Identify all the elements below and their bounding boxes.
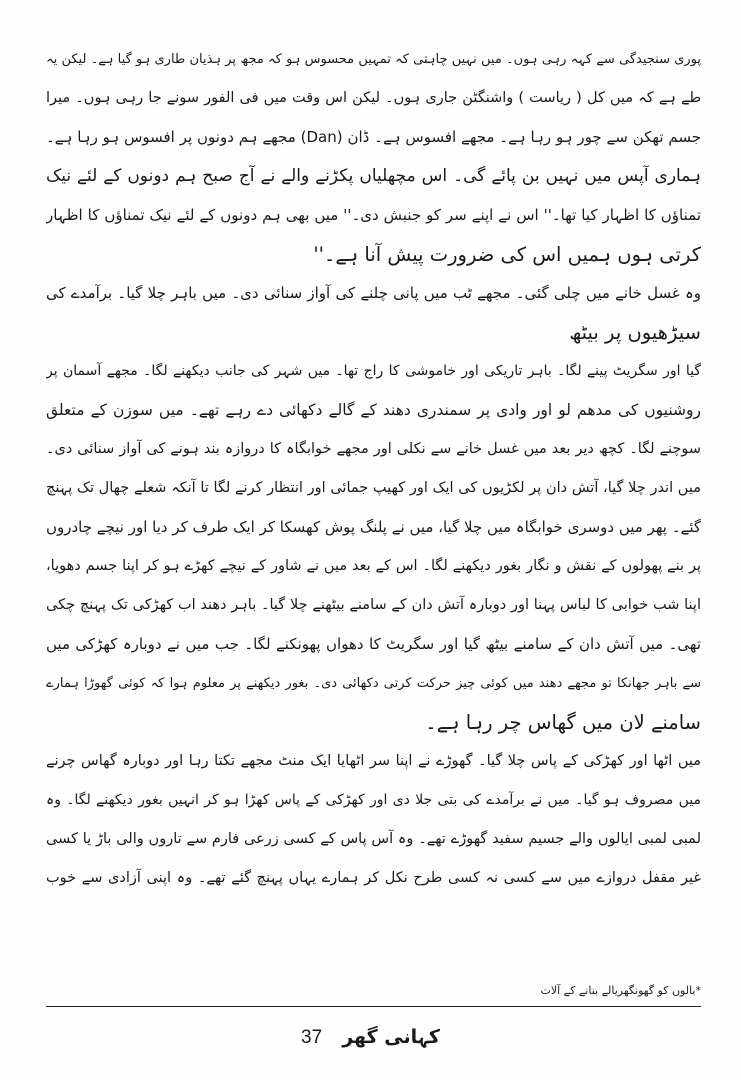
text-line: گئے۔ پھر میں دوسری خوابگاہ میں چلا گیا، میں نے پلنگ پوش کھسکا کر ایک طرف کر دیا اور نیچے چادروں [46,518,701,536]
footnote: *بالوں کو گھونگھریالے بنانے کے آلات [540,984,701,997]
text-line: تمناؤں کا اظہار کیا تھا۔'' اس نے اپنے سر کو جنبش دی۔'' میں بھی ہم دونوں کے لئے نیک تمناؤں کا اظہار [46,206,701,224]
text-line: وہ غسل خانے میں چلی گئی۔ مجھے ٹب میں پانی چلنے کی آواز سنائی دی۔ میں باہر چلا گیا۔ برآمدے کی [46,284,701,302]
page-footer [0,1022,741,1053]
magazine-name: کہانی گھر [342,1026,440,1048]
text-line: سیڑھیوں پر بیٹھ [569,321,701,344]
text-line: ہماری آپس میں نہیں بن پائے گی۔ اس مچھلیاں پکڑنے والے نے آج صبح ہم دونوں کے لئے نیک [46,166,701,186]
text-line: جسم تھکن سے چور ہو رہا ہے۔ مجھے افسوس ہے۔ ڈان (Dan) مجھے ہم دونوں پر افسوس ہو رہا ہے۔ [46,128,701,146]
text-line: تھی۔ میں آتش دان کے سامنے بیٹھ گیا اور سگریٹ کا دھواں پھونکنے لگا۔ جب میں نے دوبارہ کھڑکی میں [46,635,701,653]
text-line: سوچنے لگا۔ کچھ دیر بعد میں غسل خانے سے نکلی اور مجھے خوابگاہ کا دروازہ بند ہونے کی آواز سنائی دی۔ [46,441,701,457]
text-line: گیا اور سگریٹ پینے لگا۔ باہر تاریکی اور خاموشی کا راج تھا۔ میں شہر کی جانب دیکھنے لگا۔ مجھے آسمان پر [46,363,701,379]
text-line: غیر مقفل دروازے میں سے کسی نہ کسی طرح نکل کر ہمارے یہاں پہنچ گئے تھے۔ وہ اپنی آزادی سے خوب [46,870,701,886]
text-line: لمبی لمبی ایالوں والے جسیم سفید گھوڑے تھے۔ وہ آس پاس کے کسی زرعی فارم سے تاروں والی باڑ یا کسی [46,831,701,847]
text-line: اپنا شب خوابی کا لباس پہنا اور دوبارہ آتش دان کے سامنے بیٹھنے چلا گیا۔ باہر دھند اب کھڑکی تک پہنچ چکی [46,597,701,613]
text-line: پوری سنجیدگی سے کہہ رہی ہوں۔ میں نہیں چاہتی کہ تمہیں محسوس ہو کہ مجھ پر ہذیان طاری ہو گیا ہے۔ لیکن یہ [46,52,701,67]
footer-rule [46,1006,701,1007]
text-line: سامنے لان میں گھاس چر رہا ہے۔ [425,711,701,734]
text-line: سے باہر جھانکا تو مجھے دھند میں کوئی چیز حرکت کرتی دکھائی دی۔ بغور دیکھنے پر معلوم ہوا کہ کوئی گھوڑا ہمارے [46,676,701,691]
page-number: 37 [301,1027,323,1048]
text-line: پر بنے پھولوں کے نقش و نگار بغور دیکھنے لگا۔ اس کے بعد میں نے شاور کے نیچے کھڑے ہو کر اپنا جسم دھویا، [46,558,701,574]
text-line: میں اندر چلا گیا، آتش دان پر لکڑیوں کی ایک اور کھیپ جمائی اور انتظار کرنے لگا تا آنکہ شعلے چھال تک پہنچ [46,480,701,496]
text-line: میں مصروف ہو گیا۔ میں نے برآمدے کی بتی جلا دی اور کھڑکی کے پاس کھڑا ہو کر انہیں بغور دیکھنے لگا۔ وہ [46,792,701,808]
text-line: طے ہے کہ میں کل ( ریاست ) واشنگٹن جاری ہوں۔ لیکن اس وقت میں فی الفور سونے جا رہی ہوں۔ میرا [46,90,701,106]
text-line: کرتی ہوں ہمیں اس کی ضرورت پیش آنا ہے۔'' [313,243,701,266]
text-line: میں اٹھا اور کھڑکی کے پاس چلا گیا۔ گھوڑے نے اپنا سر اٹھایا ایک منٹ مجھے تکتا رہا اور دوبارہ گھاس چرنے [46,753,701,769]
body-text [46,40,701,898]
text-line: روشنیوں کی مدھم لو اور وادی پر سمندری دھند کے گالے دکھائی دے رہے تھے۔ میں سوزن کے متعلق [46,401,701,419]
